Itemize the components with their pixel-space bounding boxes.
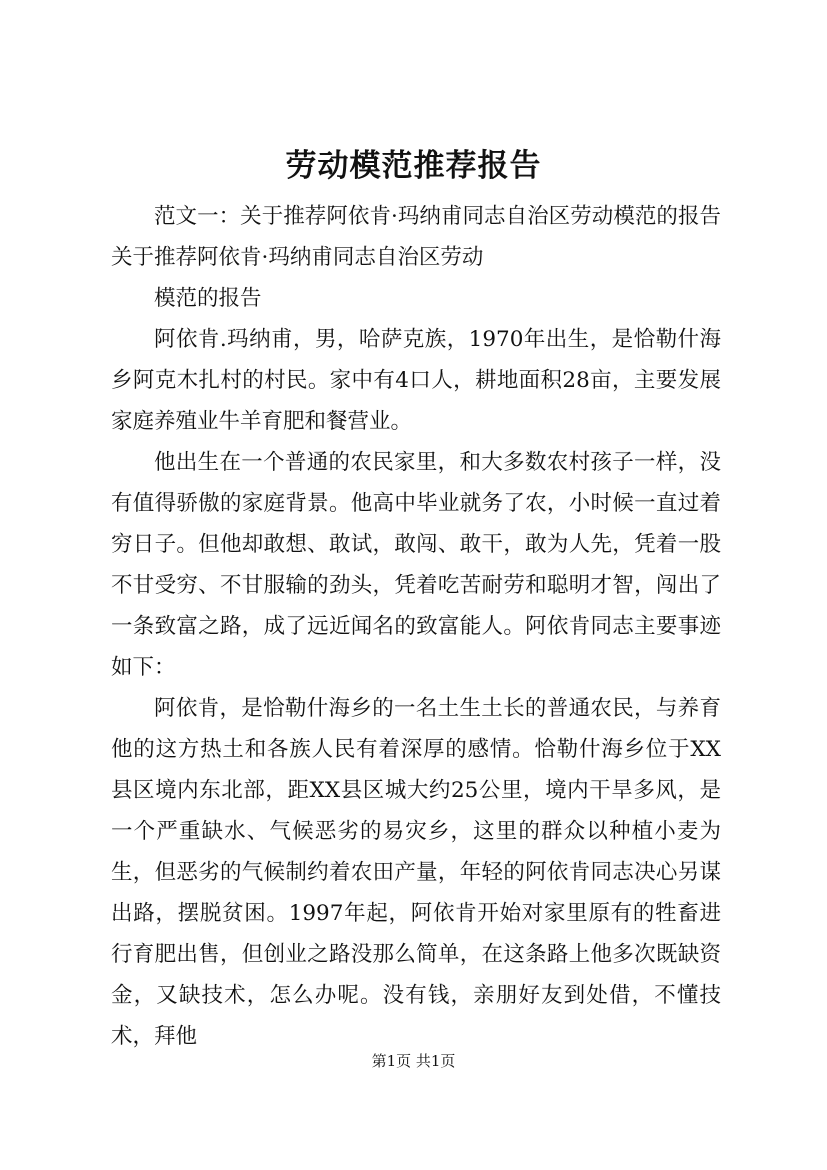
paragraph-3: 阿依肯.玛纳甫，男，哈萨克族，1970年出生，是恰勒什海乡阿克木扎村的村民。家中有4口人，耕地面积28亩，主要发展家庭养殖业牛羊育肥和餐营业。 xyxy=(111,327,721,434)
paragraph-5: 阿依肯，是恰勒什海乡的一名土生土长的普通农民，与养育他的这方热土和各族人民有着深厚的感情。恰勒什海乡位于XX县区境内东北部，距XX县区城大约25公里，境内干旱多风，是一个严重缺水、气候恶劣的易灾乡，这里的群众以种植小麦为生，但恶劣的气候制约着农田产量，年轻的阿依肯同志决心另谋出路，摆脱贫困。1997年起，阿依肯开始对家里原有的牲畜进行育肥出售，但创业之路没那么简单，在这条路上他多次既缺资金，又缺技术，怎么办呢。没有钱，亲朋好友到处借，不懂技术，拜他 xyxy=(111,696,721,1049)
document-body xyxy=(111,196,721,1057)
paragraph-1: 范文一：关于推荐阿依肯·玛纳甫同志自治区劳动模范的报告关于推荐阿依肯·玛纳甫同志自治区劳动 xyxy=(111,204,721,270)
paragraph-4: 他出生在一个普通的农民家里，和大多数农村孩子一样，没有值得骄傲的家庭背景。他高中毕业就务了农，小时候一直过着穷日子。但他却敢想、敢试，敢闯、敢干，敢为人先，凭着一股不甘受穷、不甘服输的劲头，凭着吃苦耐劳和聪明才智，闯出了一条致富之路，成了远近闻名的致富能人。阿依肯同志主要事迹如下： xyxy=(111,450,721,680)
document-title: 劳动模范推荐报告 xyxy=(285,148,542,184)
page-footer: 第1页 共1页 xyxy=(371,1052,456,1070)
paragraph-2: 模范的报告 xyxy=(154,286,262,311)
